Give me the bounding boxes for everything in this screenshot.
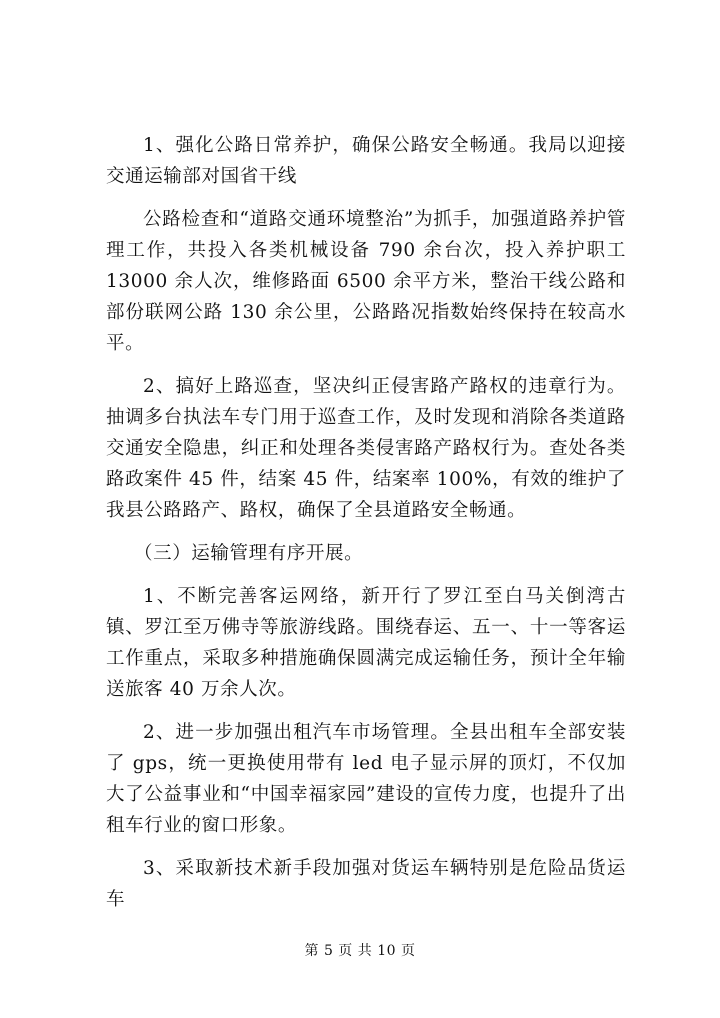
paragraph-road-inspection: 公路检查和“道路交通环境整治”为抓手，加强道路养护管理工作，共投入各类机械设备 790 余台次，投入养护职工 13000 余人次，维修路面 6500 余平方米，整治干线公路和部份联网公路 130 余公里，公路路况指数始终保持在较高水平。 xyxy=(106,209,626,354)
paragraph-taxi-management: 2、进一步加强出租汽车市场管理。全县出租车全部安装了 gps，统一更换使用带有 led 电子显示屏的顶灯，不仅加大了公益事业和“中国幸福家园”建设的宣传力度，也提升了出租车行业的窗口形象。 xyxy=(106,722,626,836)
section-heading-transport-management: （三）运输管理有序开展。 xyxy=(134,543,364,564)
page-number-footer: 第 5 页 共 10 页 xyxy=(304,943,416,959)
paragraph-passenger-network: 1、不断完善客运网络，新开行了罗江至白马关倒湾古镇、罗江至万佛寺等旅游线路。围绕春运、五一、十一等客运工作重点，采取多种措施确保圆满完成运输任务，预计全年输送旅客 40 万余人次。 xyxy=(106,586,626,700)
paragraph-road-maintenance: 1、强化公路日常养护，确保公路安全畅通。我局以迎接交通运输部对国省干线 xyxy=(106,135,626,187)
document-body xyxy=(106,130,626,927)
paragraph-road-patrol: 2、搞好上路巡查，坚决纠正侵害路产路权的违章行为。抽调多台执法车专门用于巡查工作，及时发现和消除各类道路交通安全隐患，纠正和处理各类侵害路产路权行为。查处各类路政案件 45 件，结案 45 件，结案率 100%，有效的维护了我县公路路产、路权，确保了全县道路安全畅通。 xyxy=(106,376,626,521)
paragraph-freight-vehicles: 3、采取新技术新手段加强对货运车辆特别是危险品货运车 xyxy=(106,858,626,910)
